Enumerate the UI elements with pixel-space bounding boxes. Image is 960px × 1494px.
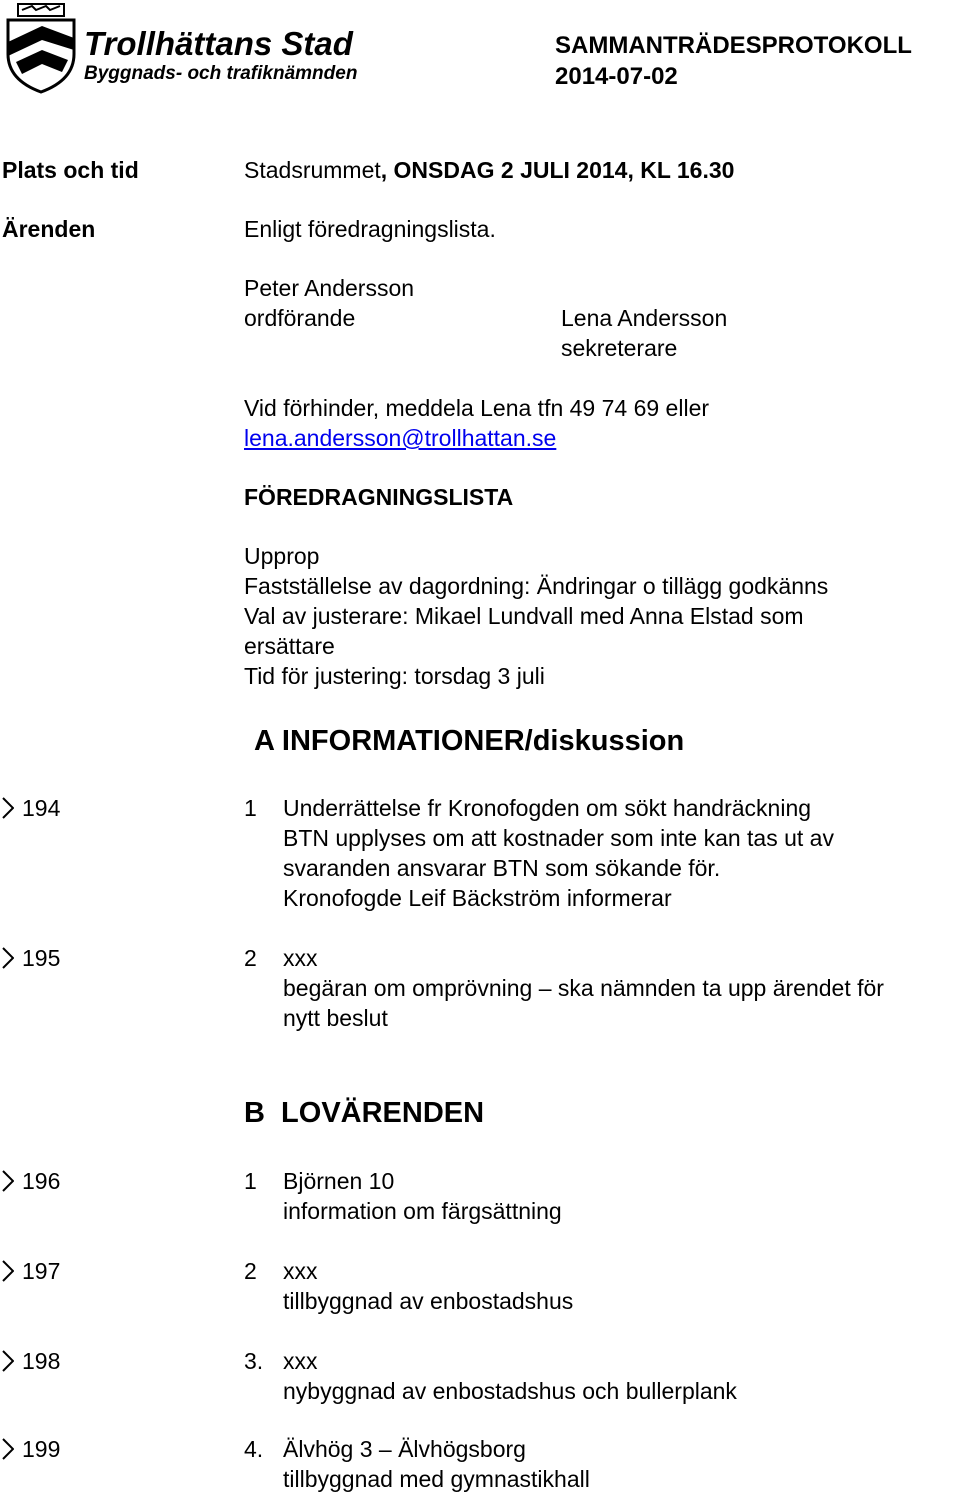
place-datetime: , ONSDAG 2 JULI 2014, KL 16.30 [380,157,735,183]
item-line: information om färgsättning [283,1198,562,1224]
item-line: Älvhög 3 – Älvhögsborg [283,1436,526,1462]
secretary-name: Lena Andersson [561,305,728,331]
agenda-line: ersättare [244,633,335,659]
item-number: 1 [244,1168,257,1194]
cases-value: Enligt föredragningslista. [244,216,496,242]
section-a-title: A INFORMATIONER/diskussion [254,725,685,757]
paragraph-arrow-icon [2,947,14,969]
agenda-title: FÖREDRAGNINGSLISTA [244,484,514,510]
secretary-role: sekreterare [561,335,678,361]
place-room: Stadsrummet [244,157,381,183]
item-line: Underrättelse fr Kronofogden om sökt handräckning [283,795,812,821]
paragraph-number: 194 [22,795,61,821]
paragraph-number: 198 [22,1348,61,1374]
item-line: tillbyggnad av enbostadshus [283,1288,574,1314]
item-line: xxx [283,945,318,971]
item-line: BTN upplyses om att kostnader som inte kan tas ut av [283,825,834,851]
item-number: 2 [244,1258,257,1284]
item-line: nytt beslut [283,1005,388,1031]
item-number: 3. [244,1348,264,1374]
org-name: Trollhättans Stad [84,25,353,62]
item-line: Björnen 10 [283,1168,395,1194]
agenda-line: Tid för justering: torsdag 3 juli [244,663,545,689]
item-line: xxx [283,1348,318,1374]
item-line: svaranden ansvarar BTN som sökande för. [283,855,721,881]
paragraph-arrow-icon [2,1438,14,1460]
coat-of-arms-icon [2,2,80,94]
item-number: 2 [244,945,257,971]
paragraph-number: 197 [22,1258,61,1284]
paragraph-arrow-icon [2,797,14,819]
place-label: Plats och tid [2,157,139,183]
agenda-line: Val av justerare: Mikael Lundvall med Anna Elstad som [244,603,804,629]
paragraph-arrow-icon [2,1170,14,1192]
agenda-line: Upprop [244,543,320,569]
item-number: 1 [244,795,257,821]
email-link[interactable]: lena.andersson@trollhattan.se [244,425,557,451]
paragraph-number: 199 [22,1436,61,1462]
item-line: Kronofogde Leif Bäckström informerar [283,885,672,911]
paragraph-number: 195 [22,945,61,971]
chair-name: Peter Andersson [244,275,415,301]
absence-notice: Vid förhinder, meddela Lena tfn 49 74 69 eller [244,395,710,421]
item-line: begäran om omprövning – ska nämnden ta upp ärendet för [283,975,884,1001]
chair-role: ordförande [244,305,356,331]
place-value [244,155,734,185]
org-subtitle: Byggnads- och trafiknämnden [84,63,358,84]
municipal-logo [2,2,80,94]
agenda-line: Fastställelse av dagordning: Ändringar o tillägg godkänns [244,573,829,599]
paragraph-number: 196 [22,1168,61,1194]
paragraph-arrow-icon [2,1350,14,1372]
document-type: SAMMANTRÄDESPROTOKOLL [555,32,912,59]
item-line: tillbyggnad med gymnastikhall [283,1466,590,1492]
document-date: 2014-07-02 [555,63,678,90]
item-line: xxx [283,1258,318,1284]
section-b-title: B LOVÄRENDEN [244,1097,485,1129]
cases-label: Ärenden [2,216,96,242]
item-line: nybyggnad av enbostadshus och bullerplank [283,1378,737,1404]
paragraph-arrow-icon [2,1260,14,1282]
item-number: 4. [244,1436,264,1462]
